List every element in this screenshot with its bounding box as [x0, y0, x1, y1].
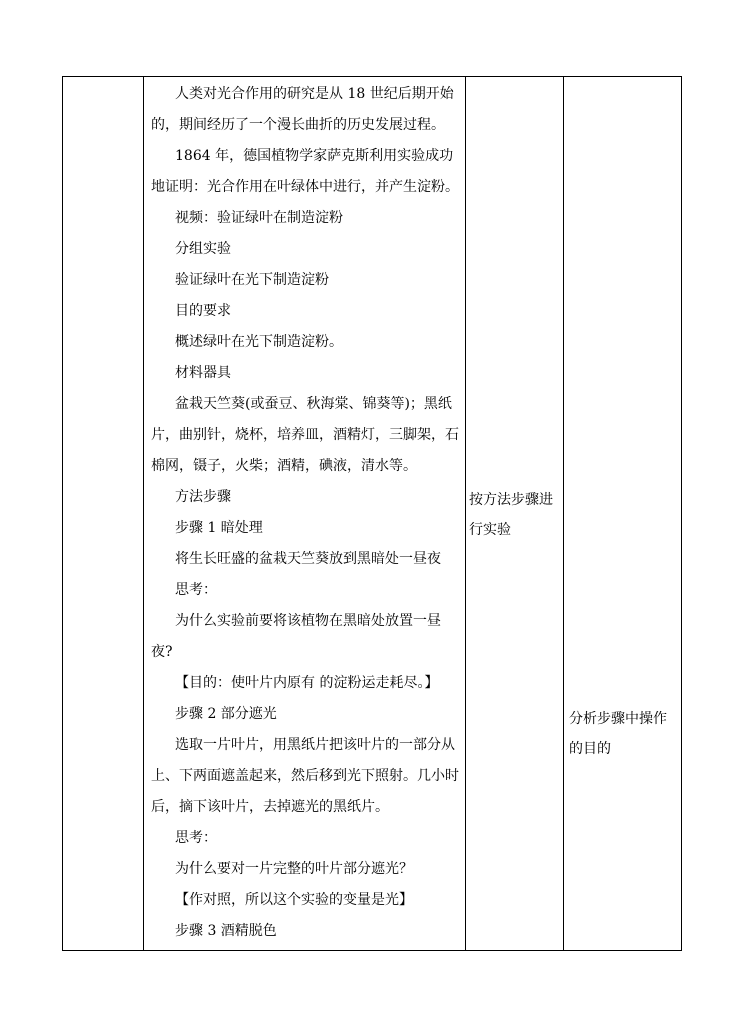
- content-line: 步骤 1 暗处理: [175, 520, 263, 536]
- content-line: 夜?: [151, 644, 173, 660]
- content-line: 棉网，镊子，火柴；酒精，碘液，清水等。: [151, 458, 417, 474]
- content-line: 人类对光合作用的研究是从 18 世纪后期开始: [175, 86, 454, 102]
- content-line: 1864 年，德国植物学家萨克斯利用实验成功: [175, 148, 454, 164]
- student-activity-line-2: 行实验: [469, 522, 511, 538]
- content-line: 步骤 2 部分遮光: [175, 706, 277, 722]
- content-line: 思考：: [175, 582, 217, 598]
- content-line: 概述绿叶在光下制造淀粉。: [175, 334, 343, 350]
- design-intent-line-1: 分析步骤中操作: [569, 711, 667, 727]
- column-divider: [465, 77, 466, 950]
- content-line: 盆栽天竺葵(或蚕豆、秋海棠、锦葵等)；黑纸: [175, 396, 452, 412]
- design-intent-line-2: 的目的: [569, 741, 611, 757]
- content-line: 后，摘下该叶片，去掉遮光的黑纸片。: [151, 799, 389, 815]
- student-activity-line-1: 按方法步骤进: [469, 492, 553, 508]
- content-line: 视频：验证绿叶在制造淀粉: [175, 210, 343, 226]
- column-divider: [143, 77, 144, 950]
- column-divider: [563, 77, 564, 950]
- content-line: 【目的：使叶片内原有 的淀粉运走耗尽。】: [175, 675, 439, 691]
- content-line: 为什么实验前要将该植物在黑暗处放置一昼: [175, 613, 441, 629]
- content-line: 上、下两面遮盖起来，然后移到光下照射。几小时: [151, 768, 459, 784]
- content-line: 地证明：光合作用在叶绿体中进行，并产生淀粉。: [151, 179, 459, 195]
- content-line: 材料器具: [175, 365, 231, 381]
- content-line: 思考：: [175, 830, 217, 846]
- content-line: 为什么要对一片完整的叶片部分遮光？: [175, 861, 413, 877]
- content-line: 【作对照，所以这个实验的变量是光】: [175, 892, 413, 908]
- content-line: 步骤 3 酒精脱色: [175, 923, 277, 939]
- content-line: 选取一片叶片，用黑纸片把该叶片的一部分从: [175, 737, 455, 753]
- content-line: 将生长旺盛的盆栽天竺葵放到黑暗处一昼夜: [175, 551, 441, 567]
- content-line: 目的要求: [175, 303, 231, 319]
- content-line: 片，曲别针，烧杯，培养皿，酒精灯，三脚架，石: [151, 427, 459, 443]
- content-line: 验证绿叶在光下制造淀粉: [175, 272, 329, 288]
- content-line: 分组实验: [175, 241, 231, 257]
- lesson-table: [62, 76, 682, 951]
- content-line: 的，期间经历了一个漫长曲折的历史发展过程。: [151, 117, 445, 133]
- content-line: 方法步骤: [175, 489, 231, 505]
